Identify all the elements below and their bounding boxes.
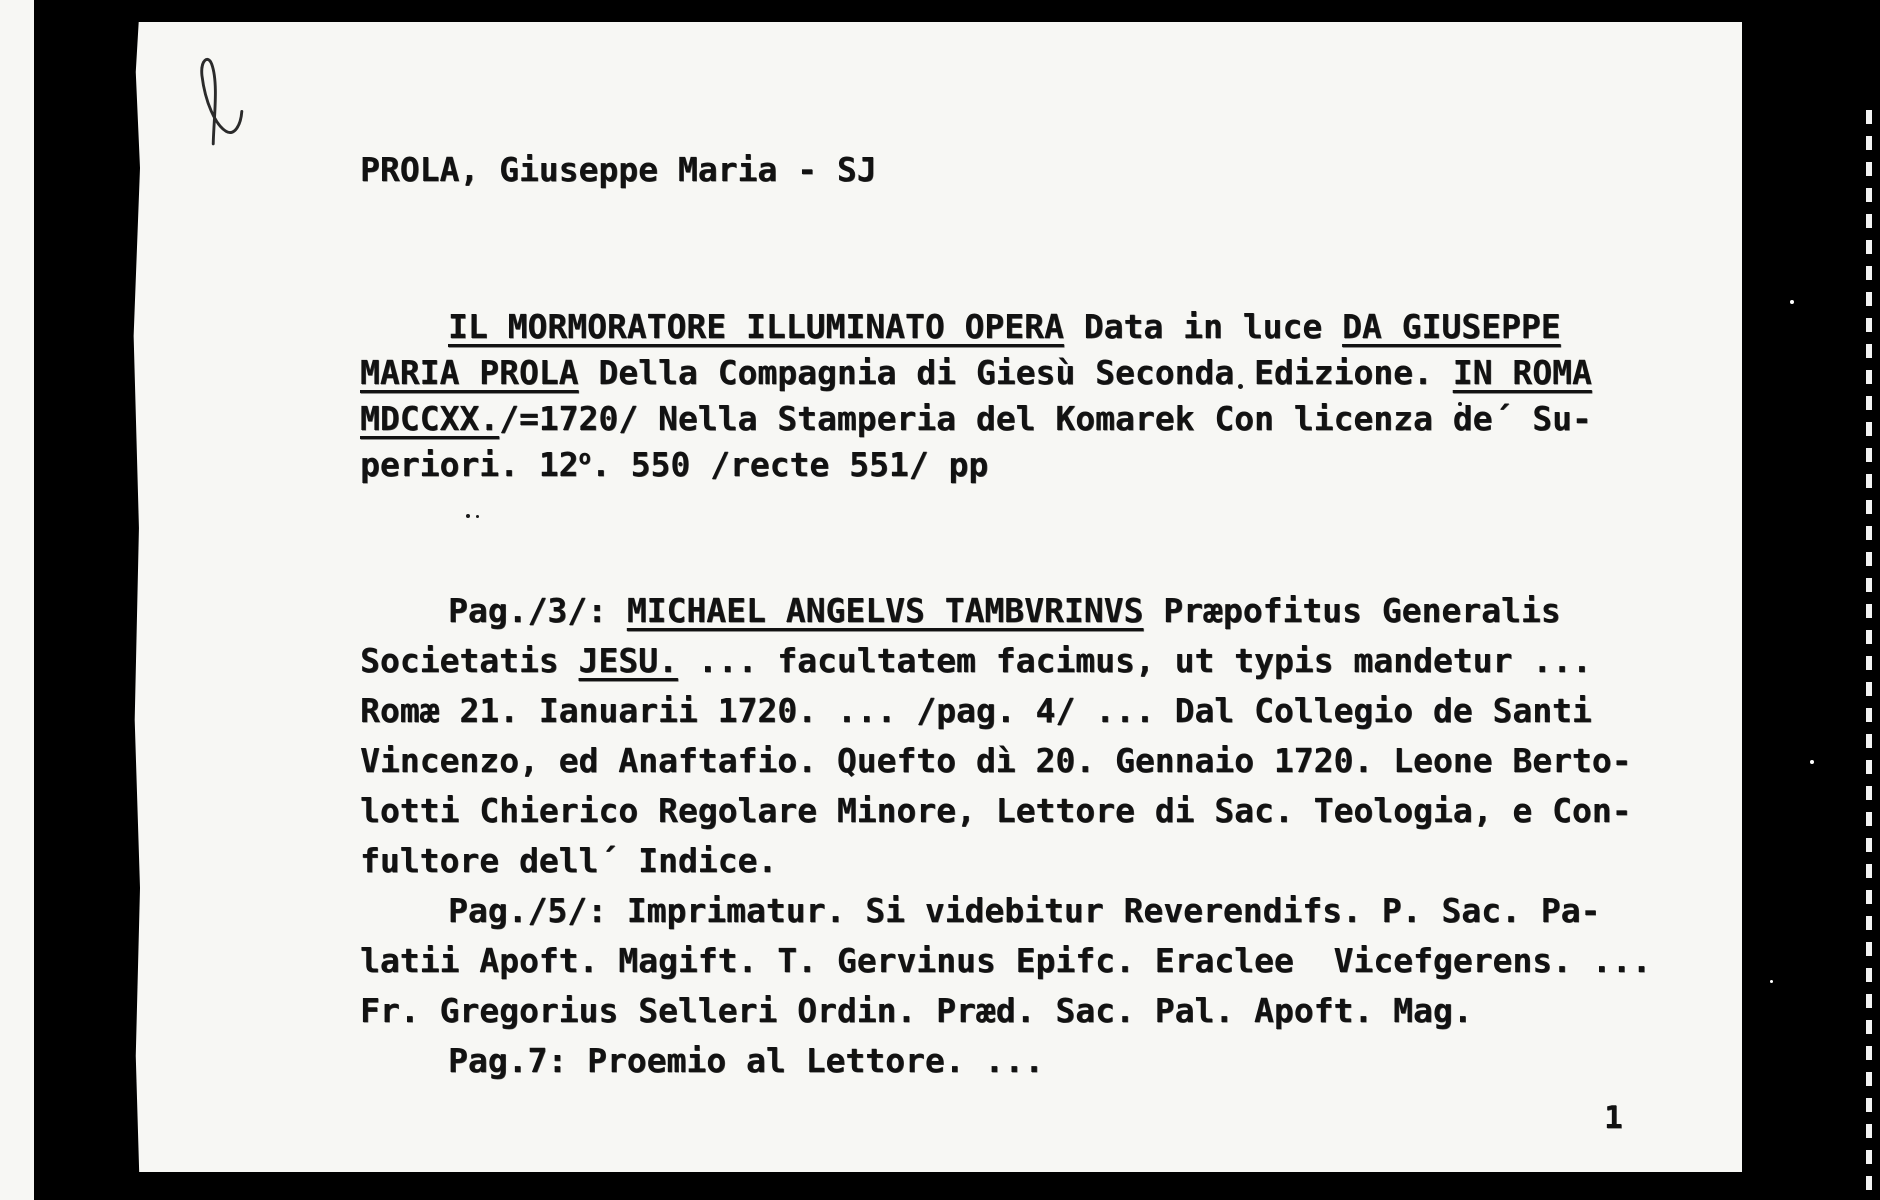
text-line <box>360 986 1651 1036</box>
text-line <box>360 304 1592 350</box>
text-segment: DA GIUSEPPE <box>1342 307 1561 346</box>
text-segment: JESU. <box>578 641 678 680</box>
text-segment: lotti Chierico Regolare Minore, Lettore di Sac. Teologia, e Con- <box>360 791 1632 830</box>
text-line <box>360 786 1651 836</box>
page-number: 1 <box>1604 1100 1623 1136</box>
scan-border-right <box>1742 0 1880 1200</box>
handwritten-mark-icon <box>181 41 273 155</box>
text-segment: IL MORMORATORE ILLUMINATO OPERA <box>448 307 1064 346</box>
text-segment: MDCCXX. <box>360 399 500 438</box>
text-segment: Societatis <box>360 641 579 680</box>
text-segment: MICHAEL ANGELVS TAMBVRINVS <box>626 591 1144 630</box>
text-line <box>360 736 1651 786</box>
text-line <box>360 1036 1651 1086</box>
text-line <box>360 686 1651 736</box>
text-segment: Pag./5/: Imprimatur. Si videbitur Reverendifs. P. Sac. Pa- <box>448 891 1601 930</box>
text-line <box>360 586 1651 636</box>
text-segment: MARIA PROLA <box>360 353 579 392</box>
text-segment: Romæ 21. Ianuarii 1720. ... /pag. 4/ ... Dal Collegio de Santi <box>360 691 1592 730</box>
scan-speck <box>476 515 479 518</box>
scan-border-bottom <box>112 1172 1772 1200</box>
text-segment: /=1720/ Nella Stamperia del Komarek Con licenza de´ Su- <box>499 399 1592 438</box>
scan-border-top <box>112 0 1745 22</box>
text-line <box>360 886 1651 936</box>
text-segment: Fr. Gregorius Selleri Ordin. Præd. Sac. Pal. Apoft. Mag. <box>360 991 1473 1030</box>
text-line <box>360 396 1592 442</box>
paragraph-title-entry <box>360 304 1592 488</box>
text-line <box>360 636 1651 686</box>
text-segment: Data in luce <box>1063 307 1343 346</box>
text-segment: latii Apoft. Magift. T. Gervinus Epifc. Eraclee Vicefgerens. ... <box>360 941 1652 980</box>
scan-border-left <box>34 0 140 1200</box>
text-segment: Pag./3/: <box>448 591 627 630</box>
text-line <box>360 936 1651 986</box>
scan-speck <box>466 514 470 518</box>
text-segment: IN ROMA <box>1452 353 1592 392</box>
paragraph-description-entry <box>360 586 1651 1086</box>
text-segment: Pag.7: Proemio al Lettore. ... <box>448 1041 1045 1080</box>
text-segment: o <box>578 445 591 469</box>
text-line <box>360 836 1651 886</box>
text-segment: Della Compagnia di Giesù Seconda Edizione. <box>578 353 1453 392</box>
text-segment: Præpofitus Generalis <box>1143 591 1561 630</box>
text-segment: periori. 12 <box>360 445 579 484</box>
text-line <box>360 350 1592 396</box>
scan-speck <box>1770 980 1773 983</box>
text-segment: . 550 /recte 551/ pp <box>590 445 989 484</box>
entry-heading: PROLA, Giuseppe Maria - SJ <box>360 150 877 189</box>
scan-speck <box>1810 760 1814 764</box>
text-line <box>360 442 1592 488</box>
scan-speck <box>1790 300 1794 304</box>
scan-noise-strip <box>1866 110 1872 1200</box>
text-segment: ... facultatem facimus, ut typis mandetur ... <box>677 641 1592 680</box>
text-segment: Vincenzo, ed Anaftafio. Quefto dì 20. Gennaio 1720. Leone Berto- <box>360 741 1632 780</box>
text-segment: fultore dell´ Indice. <box>360 841 778 880</box>
